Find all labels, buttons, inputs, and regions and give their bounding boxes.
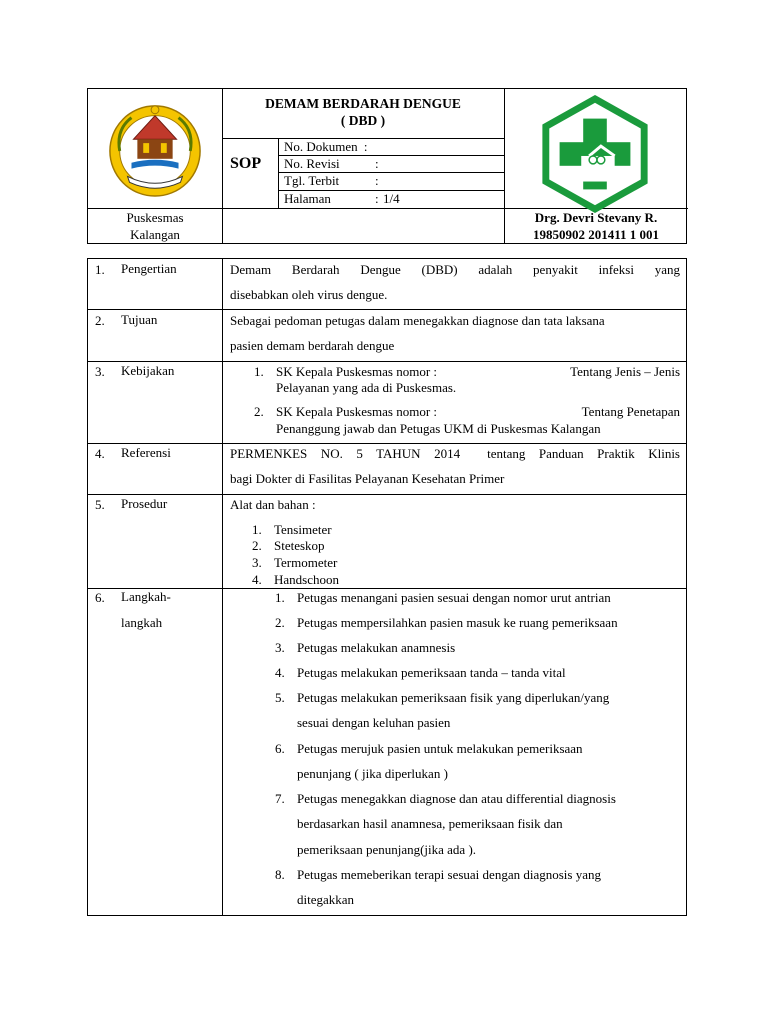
meta-label: No. Revisi	[284, 156, 340, 171]
row-label-referensi: Referensi	[121, 445, 171, 460]
row-label-pengertian: Pengertian	[121, 261, 177, 276]
regency-emblem-icon	[106, 99, 204, 199]
item-text: Termometer	[274, 555, 338, 570]
doctor-nip: 19850902 201411 1 001	[532, 227, 660, 242]
item-text: berdasarkan hasil anamnesa, pemeriksaan fisik dan	[297, 816, 563, 831]
row-rule	[88, 443, 686, 444]
meta-divider	[278, 138, 279, 208]
meta-label: Halaman	[284, 191, 331, 206]
row-label-tujuan: Tujuan	[121, 312, 158, 327]
item-number: 6.	[275, 741, 285, 756]
item-text: ditegakkan	[297, 892, 355, 907]
item-number: 1.	[275, 590, 285, 605]
org-line1: Puskesmas	[126, 210, 184, 225]
item-text: Penanggung jawab dan Petugas UKM di Puskesmas Kalangan	[276, 421, 601, 436]
row-label-langkah-cont: langkah	[121, 615, 163, 630]
item-text: penunjang ( jika diperlukan )	[297, 766, 448, 781]
row-rule	[88, 588, 686, 589]
item-text: sesuai dengan keluhan pasien	[297, 715, 451, 730]
item-number: 3.	[275, 640, 285, 655]
item-text: Handschoon	[274, 572, 339, 587]
meta-label: No. Dokumen	[284, 139, 358, 154]
item-text: Petugas melakukan anamnesis	[297, 640, 456, 655]
item-number: 5.	[275, 690, 285, 705]
row-rule	[88, 361, 686, 362]
row-label-prosedur: Prosedur	[121, 496, 168, 511]
item-text: Petugas melakukan pemeriksaan fisik yang diperlukan/yang	[297, 690, 610, 705]
item-text: Petugas memeberikan terapi sesuai dengan diagnosis yang	[297, 867, 601, 882]
item-text: Tentang Penetapan	[581, 404, 680, 419]
item-number: 8.	[275, 867, 285, 882]
item-text: SK Kepala Puskesmas nomor :	[276, 364, 438, 379]
column-divider	[222, 259, 223, 915]
meta-no-revisi	[284, 156, 504, 172]
prosedur-intro: Alat dan bahan :	[230, 497, 316, 512]
row-number: 5.	[95, 497, 105, 512]
item-number: 4.	[252, 572, 262, 587]
sop-title-line1: DEMAM BERDARAH DENGUE	[265, 96, 461, 111]
tujuan-line1: Sebagai pedoman petugas dalam menegakkan diagnose dan tata laksana	[230, 313, 605, 328]
row-number: 2.	[95, 313, 105, 328]
row-rule	[88, 494, 686, 495]
item-number: 4.	[275, 665, 285, 680]
doctor-name: Drg. Devri Stevany R.	[534, 210, 658, 225]
row-number: 6.	[95, 590, 105, 605]
puskesmas-logo-icon	[536, 95, 654, 213]
item-text: Steteskop	[274, 538, 325, 553]
item-number: 1.	[252, 522, 262, 537]
sop-content-table	[87, 258, 687, 916]
meta-tgl-terbit	[284, 173, 504, 189]
org-line2: Kalangan	[130, 227, 180, 242]
item-text: pemeriksaan penunjang(jika ada ).	[297, 842, 477, 857]
item-text: Tentang Jenis – Jenis	[570, 364, 680, 379]
meta-halaman	[284, 191, 504, 207]
meta-label: Tgl. Terbit	[284, 173, 340, 188]
item-number: 1.	[254, 364, 264, 379]
meta-colon: :	[375, 191, 379, 206]
item-text: Pelayanan yang ada di Puskesmas.	[276, 380, 457, 395]
item-number: 2.	[254, 404, 264, 419]
meta-no-dokumen	[284, 139, 368, 155]
meta-colon: :	[363, 139, 368, 154]
meta-colon: :	[375, 173, 379, 188]
item-text: Petugas menegakkan diagnose dan atau differential diagnosis	[297, 791, 616, 806]
referensi-line2: bagi Dokter di Fasilitas Pelayanan Kesehatan Primer	[230, 471, 505, 486]
sop-title	[222, 95, 504, 129]
pengertian-line1: Demam Berdarah Dengue (DBD) adalah penyakit infeksi yang	[230, 262, 680, 277]
row-rule	[88, 309, 686, 310]
sop-header-table	[87, 88, 687, 244]
row-label-langkah: Langkah-	[121, 589, 171, 604]
referensi-line1: PERMENKES NO. 5 TAHUN 2014 tentang Panduan Praktik Klinis	[230, 446, 680, 461]
item-text: Petugas melakukan pemeriksaan tanda – tanda vital	[297, 665, 566, 680]
organization-name	[88, 209, 222, 243]
item-number: 3.	[252, 555, 262, 570]
row-number: 4.	[95, 446, 105, 461]
item-text: Petugas mempersilahkan pasien masuk ke ruang pemeriksaan	[297, 615, 618, 630]
row-number: 1.	[95, 262, 105, 277]
item-number: 2.	[275, 615, 285, 630]
signatory	[505, 209, 687, 243]
item-text: Petugas menangani pasien sesuai dengan nomor urut antrian	[297, 590, 611, 605]
item-text: Petugas merujuk pasien untuk melakukan pemeriksaan	[297, 741, 583, 756]
item-text: SK Kepala Puskesmas nomor :	[276, 404, 438, 419]
tujuan-line2: pasien demam berdarah dengue	[230, 338, 395, 353]
row-label-kebijakan: Kebijakan	[121, 363, 175, 378]
sop-label: SOP	[230, 155, 262, 172]
meta-colon: :	[375, 156, 379, 171]
row-number: 3.	[95, 364, 105, 379]
pengertian-line2: disebabkan oleh virus dengue.	[230, 287, 388, 302]
sop-title-line2: ( DBD )	[340, 113, 386, 128]
item-number: 7.	[275, 791, 285, 806]
item-text: Tensimeter	[274, 522, 332, 537]
item-number: 2.	[252, 538, 262, 553]
meta-value: 1/4	[383, 191, 400, 206]
